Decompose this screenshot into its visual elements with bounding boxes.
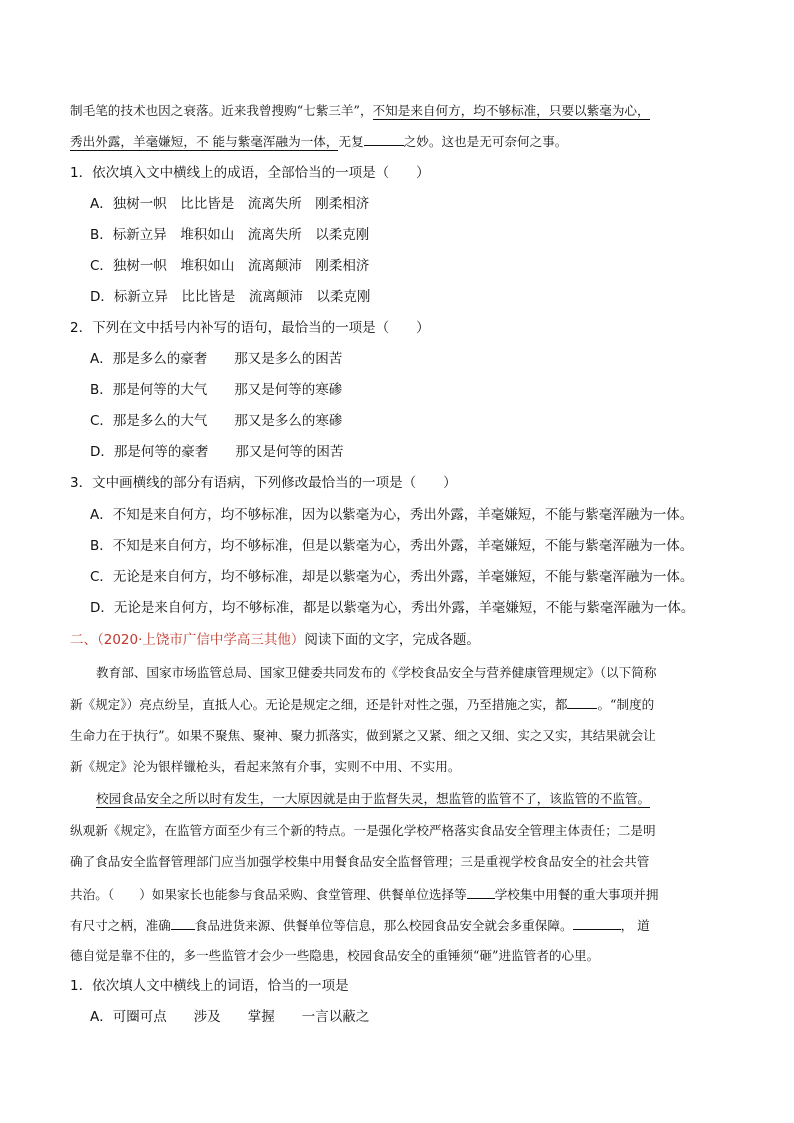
question-2-option-d: D．那是何等的豪奢 那又是何等的困苦 <box>90 444 344 460</box>
passage1-text: 制毛笔的技术也因之衰落。近来我曾搜购“七紫三羊”， <box>70 103 373 118</box>
passage2-p2-line1 <box>96 790 650 808</box>
question-1-option-d: D．标新立异 比比皆是 流离颠沛 以柔克刚 <box>90 289 371 305</box>
passage2-text: 。“制度的 <box>597 697 655 712</box>
passage2-text: 新《规定》）亮点纷呈，直抵人心。无论是规定之细，还是针对性之强，乃至措施之实，都 <box>70 697 568 712</box>
section-2-question-1-option-a: A．可圈可点 涉及 掌握 一言以蔽之 <box>90 1009 370 1025</box>
passage2-p1-line3: 生命力在于执行”。如果不聚焦、聚神、聚力抓落实，做到紧之又紧、细之又细、实之又实，其结果就会让 <box>70 728 656 743</box>
question-2-option-b: B．那是何等的大气 那又是何等的寒碜 <box>90 382 343 398</box>
question-2-option-c: C．那是多么的大气 那又是多么的寒碜 <box>90 413 343 429</box>
passage2-p2-line4 <box>70 885 658 904</box>
section-source: （2020·上饶市广信中学高三其他） <box>97 632 305 648</box>
passage1-text: 无复 <box>338 134 364 149</box>
fill-blank <box>467 885 495 899</box>
question-3-option-b: B．不知是来自何方，均不够标准，但是以紫毫为心，秀出外露，羊毫嫌短，不能与紫毫浑融为一体。 <box>90 538 694 554</box>
section-2-header <box>70 631 480 649</box>
underlined-sentence: 不知是来自何方，均不够标准，只要以紫毫为心， <box>372 103 650 118</box>
question-2-stem: 2．下列在文中括号内补写的语句，最恰当的一项是（ ） <box>70 320 430 336</box>
passage2-p1-line2 <box>70 695 654 714</box>
fill-blank <box>364 132 404 146</box>
fill-blank <box>573 916 621 930</box>
question-3-option-a: A．不知是来自何方，均不够标准，因为以紫毫为心，秀出外露，羊毫嫌短，不能与紫毫浑融为一体。 <box>90 507 694 523</box>
underlined-sentence: 校园食品安全之所以时有发生，一大原因就是由于监督失灵，想监管的监管不了，该监管的不监管。 <box>96 791 651 806</box>
fill-blank <box>171 916 195 930</box>
question-3-option-c: C．无论是来自何方，均不够标准，却是以紫毫为心，秀出外露，羊毫嫌短，不能与紫毫浑融为一体。 <box>90 569 694 585</box>
question-3-stem: 3．文中画横线的部分有语病，下列修改最恰当的一项是（ ） <box>70 475 457 491</box>
passage2-p2-line6: 德自觉是靠不住的，多一些监管才会少一些隐患，校园食品安全的重锤须“砸”进监管者的心里。 <box>70 948 600 963</box>
passage1-line2 <box>70 132 567 151</box>
question-1-option-b: B．标新立异 堆积如山 流离失所 以柔克刚 <box>90 227 370 243</box>
section-2-question-1-stem: 1．依次填人文中横线上的词语，恰当的一项是 <box>70 978 349 994</box>
passage1-line1 <box>70 102 650 120</box>
passage2-p2-line5 <box>70 916 650 935</box>
question-1-option-a: A．独树一帜 比比皆是 流离失所 刚柔相济 <box>90 196 370 212</box>
question-3-option-d: D．无论是来自何方，均不够标准，都是以紫毫为心，秀出外露，羊毫嫌短，不能与紫毫浑融为一体。 <box>90 600 695 616</box>
passage2-text: 学校集中用餐的重大事项并拥 <box>494 887 659 902</box>
passage2-p2-line3: 确了食品安全监督管理部门应当加强学校集中用餐食品安全监督管理；三是重视学校食品安全的社会共管 <box>70 854 650 869</box>
passage2-text: 食品进货来源、供餐单位等信息，那么校园食品安全就会多重保障。 <box>194 918 573 933</box>
question-2-option-a: A．那是多么的豪奢 那又是多么的困苦 <box>90 351 343 367</box>
passage2-text: 有尺寸之柄，准确 <box>70 918 171 933</box>
passage2-text: ， 道 <box>620 918 650 933</box>
passage2-p2-line2: 纵观新《规定》，在监管方面至少有三个新的特点。一是强化学校严格落实食品安全管理主体责任；二是明 <box>70 823 656 838</box>
question-1-stem: 1．依次填入文中横线上的成语，全部恰当的一项是（ ） <box>70 165 430 181</box>
passage2-text: 共治。（ ）如果家长也能参与食品采购、食堂管理、供餐单位选择等 <box>70 887 467 902</box>
section-number: 二、 <box>70 632 97 648</box>
underlined-sentence: 秀出外露，羊毫嫌短，不 能与紫毫浑融为一体， <box>70 134 339 149</box>
section-instruction: 阅读下面的文字，完成各题。 <box>304 632 480 648</box>
passage1-text: 之妙。这也是无可奈何之事。 <box>403 134 568 149</box>
passage2-p1-line1: 教育部、国家市场监管总局、国家卫健委共同发布的《学校食品安全与营养健康管理规定》（以下简称 <box>96 665 657 680</box>
passage2-p1-line4: 新《规定》沦为银样镴枪头，看起来煞有介事，实则不中用、不实用。 <box>70 759 461 774</box>
question-1-option-c: C．独树一帜 堆积如山 流离颠沛 刚柔相济 <box>90 258 370 274</box>
fill-blank <box>567 695 597 709</box>
